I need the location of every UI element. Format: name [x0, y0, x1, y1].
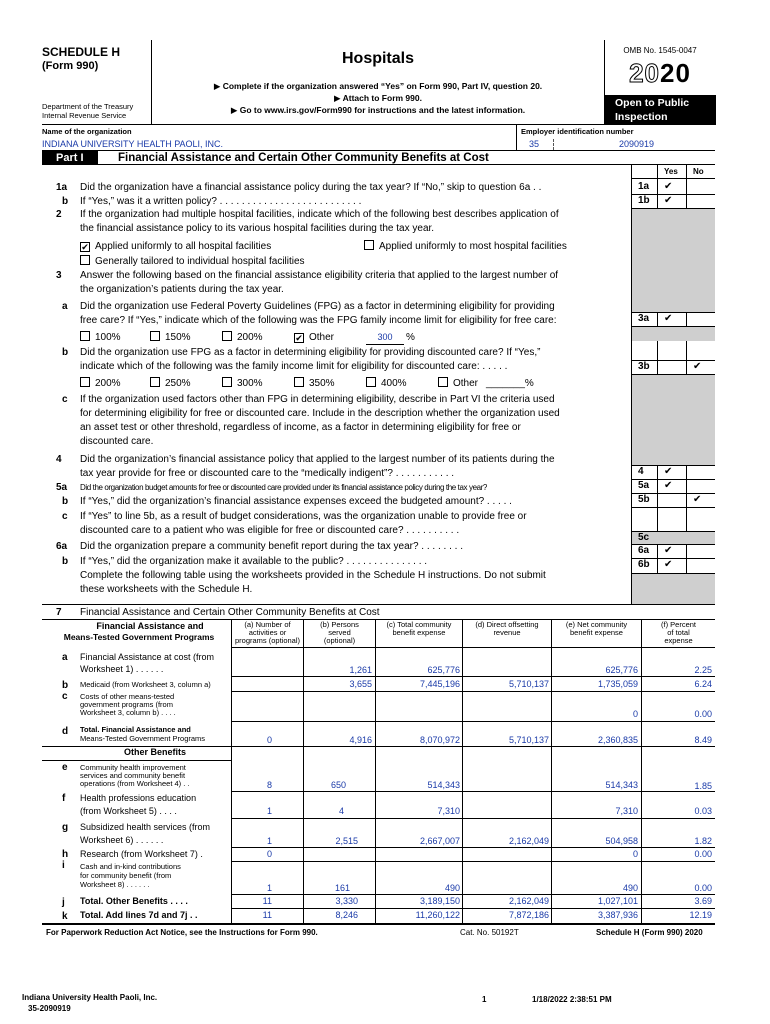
- form-title: Hospitals: [341, 50, 414, 67]
- tax-year: [605, 59, 715, 87]
- row-i-key: i: [62, 860, 65, 871]
- year-outline: 20: [629, 58, 660, 88]
- q5c-number: c: [62, 511, 68, 522]
- q2-text-2: the financial assistance policy to its various hospital facilities during the tax year.: [80, 223, 435, 234]
- shade-7: [632, 573, 715, 605]
- q1a-text: Did the organization have a financial assistance policy during the tax year? If “No,” skip to question 6a . .: [80, 182, 542, 193]
- q3c-text-1: If the organization used factors other than FPG in determining eligibility, describe in Part VI the criteria used: [80, 394, 555, 405]
- disc-350-label: 350%: [309, 378, 335, 389]
- disc-other-label: Other: [453, 378, 479, 389]
- row-f-f[interactable]: 0.03: [694, 806, 712, 816]
- paperwork-notice: For Paperwork Reduction Act Notice, see the Instructions for Form 990.: [46, 928, 318, 937]
- fpg-other[interactable]: [294, 331, 334, 344]
- fpg-other-value[interactable]: 300: [366, 331, 404, 345]
- q3a-text-1: Did the organization use Federal Poverty Guidelines (FPG) as a factor in determining eligibility for providing: [80, 301, 555, 312]
- shade-q2-q3: [632, 208, 715, 312]
- row-e-c[interactable]: 514,343: [427, 780, 460, 790]
- row-d-label-1: Total. Financial Assistance and: [80, 725, 191, 734]
- q4-text-2: tax year provide for free or discounted care to the “medically indigent”? . . . . . . . . . . .: [80, 468, 455, 479]
- row-j-label-1: [80, 896, 188, 906]
- disc-200[interactable]: [80, 377, 121, 390]
- row-i-c[interactable]: 490: [444, 883, 460, 893]
- table-7: [42, 605, 715, 949]
- row-g-label-2: Worksheet 6) . . . . . .: [80, 835, 164, 845]
- row-h-key: h: [62, 849, 69, 860]
- rule-6b: [631, 573, 715, 574]
- row-e-f[interactable]: 1.85: [694, 781, 712, 791]
- row-h-a[interactable]: 0: [266, 849, 272, 859]
- q1b-number: b: [62, 196, 69, 207]
- header-rule: [631, 178, 715, 179]
- ein-block: [516, 125, 715, 151]
- q6b-text-2: Complete the following table using the worksheets provided in the Schedule H instructions. Do not submit: [80, 570, 546, 581]
- q4-text-1: Did the organization’s financial assistance policy that applied to the largest number of its patients during the: [80, 454, 555, 465]
- q2-option-3[interactable]: [80, 255, 305, 268]
- q2-opt1-label: Applied uniformly to all hospital facilities: [95, 241, 272, 252]
- disc-400[interactable]: [366, 377, 407, 390]
- row-e-a[interactable]: 8: [266, 780, 272, 790]
- row-d-key: d: [62, 726, 69, 737]
- rule-row-h: [231, 861, 715, 862]
- footer-timestamp: 1/18/2022 2:38:51 PM: [532, 995, 612, 1004]
- q6a-number: 6a: [56, 541, 68, 552]
- col-d-h2: revenue: [493, 628, 521, 637]
- fpg-other-label: Other: [309, 332, 335, 343]
- row-b-label-1: Medicaid (from Worksheet 3, column a): [80, 680, 211, 689]
- col-c-h2: benefit expense: [392, 628, 446, 637]
- disc-400-checkbox[interactable]: [366, 377, 376, 387]
- instruction-line-2: ▶ Attach to Form 990.: [334, 93, 422, 103]
- row-k-key: k: [62, 911, 68, 922]
- ans-label-3b: 3b: [638, 361, 650, 372]
- row-e-b[interactable]: 650: [330, 780, 346, 790]
- q6b-number: b: [62, 556, 69, 567]
- open-public-line-2: Inspection: [615, 111, 668, 123]
- ans-label-1b: 1b: [638, 195, 650, 206]
- instruction-line-3: ▶ Go to www.irs.gov/Form990 for instructions and the latest information.: [230, 105, 526, 115]
- q1b-text: If “Yes,” was it a written policy? . . . . . . . . . . . . . . . . . . . . . . . . . .: [80, 196, 362, 207]
- row-a-c[interactable]: 625,776: [427, 665, 460, 675]
- rule-headers: [231, 647, 715, 648]
- col-e-h2: benefit expense: [570, 628, 623, 637]
- col-f-h1: (f) Percent: [660, 620, 696, 629]
- disc-250[interactable]: [150, 377, 191, 390]
- row-d-a[interactable]: 0: [266, 735, 272, 745]
- rule-5b: [631, 507, 715, 508]
- rule-row-a: [231, 676, 715, 677]
- fpg-pct: %: [406, 332, 415, 343]
- row-e-label-2: services and community benefit: [80, 771, 186, 780]
- q3c-text-3: an asset test or other threshold, regardless of income, as a factor in determining eligibility for free or: [80, 422, 521, 433]
- q3c-number: c: [62, 394, 68, 405]
- row-d-label-2: Means-Tested Government Programs: [80, 734, 206, 743]
- row-f-label-1: Health professions education: [80, 793, 197, 803]
- col-a-h1: (a) Number of: [244, 620, 291, 629]
- disc-300-label: 300%: [237, 378, 263, 389]
- org-name-label: Name of the organization: [42, 127, 132, 136]
- rule-row-j: [231, 908, 715, 909]
- q3b-text-1: Did the organization use FPG as a factor in determining eligibility for providing discounted care? If “Yes,”: [80, 347, 541, 358]
- col-d-header: [463, 621, 551, 637]
- q7-title: Financial Assistance and Certain Other Community Benefits at Cost: [80, 607, 380, 618]
- row-g-f[interactable]: 1.82: [694, 836, 712, 846]
- disc-other-pct[interactable]: _______%: [486, 378, 534, 389]
- row-c-e[interactable]: 0: [632, 709, 638, 719]
- rule-row-e: [231, 791, 715, 792]
- q3b-number: b: [62, 347, 69, 358]
- rule-3a: [631, 326, 715, 327]
- row-j-f[interactable]: 3.69: [694, 896, 712, 906]
- row-b-e[interactable]: 1,735,059: [597, 679, 638, 689]
- row-k-e[interactable]: 3,387,936: [597, 910, 638, 920]
- other-benefits-heading: Other Benefits: [123, 747, 186, 757]
- row-d-f[interactable]: 8.49: [694, 735, 712, 745]
- row-j-d[interactable]: 2,162,049: [508, 896, 549, 906]
- row-g-a[interactable]: 1: [266, 836, 272, 846]
- disc-350-checkbox[interactable]: [294, 377, 304, 387]
- cat-number: Cat. No. 50192T: [460, 928, 519, 937]
- organization-row: [42, 125, 715, 151]
- col-a-header: [232, 621, 303, 645]
- ans-label-5b: 5b: [638, 494, 650, 505]
- row-h-label-1: Research (from Worksheet 7) .: [80, 849, 203, 859]
- q5a-text: Did the organization budget amounts for free or discounted care provided under its financial assistance policy during the tax year?: [80, 483, 487, 492]
- rule-3b: [631, 374, 715, 375]
- row-b-d[interactable]: 5,710,137: [508, 679, 549, 689]
- row-a-key: a: [62, 652, 68, 663]
- disc-350[interactable]: [294, 377, 335, 390]
- fpg-150-checkbox[interactable]: [150, 331, 160, 341]
- questions-area: [42, 165, 715, 605]
- q3a-text-2: free care? If “Yes,” indicate which of the following was the FPG family income limit for eligibility for free care:: [80, 315, 557, 326]
- row-d-c[interactable]: 8,070,972: [419, 735, 460, 745]
- row-a-b[interactable]: 1,261: [349, 665, 372, 675]
- row-b-key: b: [62, 680, 69, 691]
- row-f-label-2: (from Worksheet 5) . . . .: [80, 806, 177, 816]
- row-g-b[interactable]: 2,515: [335, 836, 358, 846]
- row-e-label-1: Community health improvement: [80, 763, 186, 772]
- row-f-key: f: [62, 793, 66, 804]
- fpg-150-label: 150%: [165, 332, 191, 343]
- check-1a-yes[interactable]: ✔: [664, 181, 673, 192]
- row-f-b[interactable]: 4: [338, 806, 344, 816]
- col-f-header: [642, 621, 715, 645]
- row-i-b[interactable]: 161: [334, 883, 350, 893]
- row-d-e[interactable]: 2,360,835: [597, 735, 638, 745]
- col-e-header: [552, 621, 641, 637]
- row-g-d[interactable]: 2,162,049: [508, 836, 549, 846]
- disc-other[interactable]: [438, 377, 478, 390]
- row-e-label-3: operations (from Worksheet 4) . .: [80, 779, 190, 788]
- open-to-public-badge: [605, 95, 716, 125]
- check-4-yes[interactable]: ✔: [664, 466, 673, 477]
- q3a-number: a: [62, 301, 68, 312]
- row-h-f[interactable]: 0.00: [694, 849, 712, 859]
- instruction-line-1: ▶ Complete if the organization answered “Yes” on Form 990, Part IV, question 20.: [213, 81, 543, 91]
- row-i-label-1: Cash and in-kind contributions: [80, 862, 181, 871]
- row-i-f[interactable]: 0.00: [694, 883, 712, 893]
- ans-label-6b: 6b: [638, 559, 650, 570]
- rule-row-i: [231, 894, 715, 895]
- org-name-value[interactable]: INDIANA UNIVERSITY HEALTH PAOLI, INC.: [42, 139, 224, 149]
- check-6b-yes[interactable]: ✔: [664, 559, 673, 570]
- disc-300-checkbox[interactable]: [222, 377, 232, 387]
- q3-text-1: Answer the following based on the financial assistance eligibility criteria that applied to the largest number of: [80, 270, 559, 281]
- q2-opt2-label: Applied uniformly to most hospital facilities: [379, 241, 567, 252]
- col-f-h2: of total: [667, 628, 690, 637]
- row-a-f[interactable]: 2.25: [694, 665, 712, 675]
- form-title-block: [154, 40, 602, 125]
- form-number: (Form 990): [42, 60, 99, 72]
- row-j-key: j: [62, 897, 65, 908]
- q2-number: 2: [56, 209, 62, 220]
- q3b-text-2: indicate which of the following was the family income limit for eligibility for discounted care: . . . . .: [80, 361, 508, 372]
- q2-option-2[interactable]: [364, 240, 567, 253]
- col-c-header: [376, 621, 462, 637]
- row-c-f[interactable]: 0.00: [694, 709, 712, 719]
- row-k-a[interactable]: 11: [262, 910, 272, 920]
- department-label: [42, 102, 133, 120]
- row-j-e[interactable]: 1,027,101: [597, 896, 638, 906]
- q2-text-1: If the organization had multiple hospital facilities, indicate which of the following best describes application of: [80, 209, 559, 220]
- col-a-h2: activities or: [248, 628, 287, 637]
- q3c-text-2: for determining eligibility for free or discounted care. Include in the description whether the organization used: [80, 408, 560, 419]
- row-b-f[interactable]: 6.24: [694, 679, 712, 689]
- col-d-h1: (d) Direct offsetting: [475, 620, 539, 629]
- omb-block: [604, 40, 715, 125]
- shade-3c-4: [632, 374, 715, 465]
- row-b-c[interactable]: 7,445,196: [419, 679, 460, 689]
- q6b-text-3: these worksheets with the Schedule H.: [80, 584, 253, 595]
- q4-number: 4: [56, 454, 62, 465]
- q3-text-2: the organization’s patients during the tax year.: [80, 284, 284, 295]
- fpg-100[interactable]: [80, 331, 121, 344]
- form-header: [42, 40, 715, 125]
- left-header-2: Means-Tested Government Programs: [63, 632, 215, 642]
- rule-row-f: [231, 818, 715, 819]
- schedule-footer: Schedule H (Form 990) 2020: [596, 928, 703, 937]
- open-public-line-1: Open to Public: [615, 97, 690, 109]
- row-g-label-1: Subsidized health services (from: [80, 822, 211, 832]
- shade-3a-b: [632, 326, 715, 341]
- q5c-text-1: If “Yes” to line 5b, as a result of budget considerations, was the organization unable to provide free or: [80, 511, 527, 522]
- row-c-label-3: Worksheet 3, column b) . . . .: [80, 708, 176, 717]
- row-e-e[interactable]: 514,343: [605, 780, 638, 790]
- row-a-e[interactable]: 625,776: [605, 665, 638, 675]
- row-f-e[interactable]: 7,310: [615, 806, 638, 816]
- q7-number: 7: [56, 607, 62, 618]
- q3c-text-4: discounted care.: [80, 436, 154, 447]
- q2-opt2-checkbox[interactable]: [364, 240, 374, 250]
- disc-300[interactable]: [222, 377, 263, 390]
- ein-divider: [553, 139, 554, 150]
- footer-ein: 35-2090919: [28, 1004, 71, 1013]
- ans-label-5a: 5a: [638, 480, 650, 491]
- disc-250-label: 250%: [165, 378, 191, 389]
- row-f-c[interactable]: 7,310: [437, 806, 460, 816]
- year-bold: 20: [660, 58, 691, 88]
- col-f-h3: expense: [664, 636, 693, 645]
- fpg-100-checkbox[interactable]: [80, 331, 90, 341]
- row-i-a[interactable]: 1: [266, 883, 272, 893]
- fpg-200-checkbox[interactable]: [222, 331, 232, 341]
- col-e-h1: (e) Net community: [565, 620, 628, 629]
- check-1b-yes[interactable]: ✔: [664, 195, 673, 206]
- schedule-h-page: [42, 40, 715, 949]
- row-a-label-2: Worksheet 1) . . . . . .: [80, 664, 164, 674]
- ein-suffix[interactable]: 2090919: [619, 139, 655, 149]
- rule-other-heading: [42, 760, 231, 761]
- col-c-h1: (c) Total community: [386, 620, 452, 629]
- fpg-other-checkbox[interactable]: ✔: [295, 333, 303, 343]
- row-j-c[interactable]: 3,189,150: [419, 896, 460, 906]
- ans-label-4: 4: [638, 466, 644, 477]
- form-id-block: [42, 40, 152, 125]
- q2-option-1[interactable]: [80, 240, 271, 253]
- row-j-a[interactable]: 11: [262, 896, 272, 906]
- row-g-c[interactable]: 2,667,007: [419, 836, 460, 846]
- col-b-h3: (optional): [323, 636, 356, 645]
- yes-header: Yes: [664, 167, 678, 176]
- rule-table-bottom: [42, 923, 715, 925]
- ans-label-5c: 5c: [638, 532, 650, 543]
- ans-label-1a: 1a: [638, 181, 650, 192]
- row-a-label-1: Financial Assistance at cost (from: [80, 652, 215, 662]
- col-a-divider: [231, 619, 232, 923]
- rule-row-c: [231, 721, 715, 722]
- row-i-label-2: for community benefit (from: [80, 871, 172, 880]
- col-b-h2: served: [328, 628, 351, 637]
- row-k-c[interactable]: 11,260,122: [415, 910, 460, 920]
- rule-1b: [631, 208, 715, 209]
- left-header-1: Financial Assistance and: [96, 621, 204, 631]
- row-c-label-1: Costs of other means-tested: [80, 692, 175, 701]
- col-d-divider: [462, 619, 463, 923]
- row-j-label-bold: Total. Other Benefits . . . .: [80, 896, 188, 906]
- q5b-text: If “Yes,” did the organization’s financial assistance expenses exceed the budgeted amount? . . . . .: [80, 496, 512, 507]
- row-k-label-1: Total. Add lines 7d and 7j . .: [80, 910, 198, 920]
- q5b-number: b: [62, 496, 69, 507]
- no-header: No: [693, 167, 704, 176]
- check-3b-no[interactable]: ✔: [693, 361, 702, 372]
- footer-org: Indiana University Health Paoli, Inc.: [22, 993, 158, 1002]
- q3-number: 3: [56, 270, 62, 281]
- q6b-text-1: If “Yes,” did the organization make it available to the public? . . . . . . . . . . . . . . .: [80, 556, 428, 567]
- row-j-b[interactable]: 3,330: [335, 896, 358, 906]
- q6a-text: Did the organization prepare a community benefit report during the tax year? . . . . . . . .: [80, 541, 463, 552]
- dept-line-2: Internal Revenue Service: [42, 111, 127, 120]
- row-g-e[interactable]: 504,958: [605, 836, 638, 846]
- check-6a-yes[interactable]: ✔: [664, 545, 673, 556]
- q2-opt1-checkbox[interactable]: ✔: [81, 242, 89, 252]
- q2-opt3-label: Generally tailored to individual hospital facilities: [95, 256, 305, 267]
- part-heading: [42, 151, 715, 165]
- disc-200-checkbox[interactable]: [80, 377, 90, 387]
- disc-200-label: 200%: [95, 378, 121, 389]
- row-d-d[interactable]: 5,710,137: [508, 735, 549, 745]
- row-b-b[interactable]: 3,655: [349, 679, 372, 689]
- row-i-label-3: Worksheet 8) . . . . . .: [80, 880, 150, 889]
- part-tag: Part I: [42, 151, 98, 165]
- ein-prefix[interactable]: 35: [529, 139, 540, 149]
- disc-250-checkbox[interactable]: [150, 377, 160, 387]
- fpg-200[interactable]: [222, 331, 263, 344]
- fpg-100-label: 100%: [95, 332, 121, 343]
- fpg-200-label: 200%: [237, 332, 263, 343]
- row-d-b[interactable]: 4,916: [349, 735, 372, 745]
- check-3a-yes[interactable]: ✔: [664, 313, 673, 324]
- disc-other-checkbox[interactable]: [438, 377, 448, 387]
- ans-label-3a: 3a: [638, 313, 650, 324]
- col-b-h1: (b) Persons: [320, 620, 359, 629]
- row-k-f[interactable]: 12.19: [689, 910, 712, 920]
- omb-number: OMB No. 1545-0047: [623, 46, 697, 55]
- row-h-e[interactable]: 0: [632, 849, 638, 859]
- ein-label: Employer identification number: [521, 127, 634, 136]
- q5a-number: 5a: [56, 482, 68, 493]
- col-a-h3: programs (optional): [234, 636, 301, 645]
- row-c-label-2: government programs (from: [80, 700, 173, 709]
- ans-label-6a: 6a: [638, 545, 650, 556]
- row-g-key: g: [62, 822, 69, 833]
- rule-row-g: [231, 847, 715, 848]
- row-k-b[interactable]: 8,246: [335, 910, 358, 920]
- part-title: Financial Assistance and Certain Other Community Benefits at Cost: [118, 152, 489, 164]
- check-5b-no[interactable]: ✔: [693, 494, 702, 505]
- row-k-d[interactable]: 7,872,186: [508, 910, 549, 920]
- row-e-key: e: [62, 762, 68, 773]
- dept-line-1: Department of the Treasury: [42, 102, 134, 111]
- row-f-a[interactable]: 1: [266, 806, 272, 816]
- q2-opt3-checkbox[interactable]: [80, 255, 90, 265]
- col-b-header: [304, 621, 375, 645]
- q1a-number: 1a: [56, 182, 68, 193]
- fpg-150[interactable]: [150, 331, 191, 344]
- check-5a-yes[interactable]: ✔: [664, 480, 673, 491]
- row-i-e[interactable]: 490: [622, 883, 638, 893]
- footer-page: 1: [482, 995, 487, 1004]
- disc-400-label: 400%: [381, 378, 407, 389]
- row-c-key: c: [62, 691, 68, 702]
- q5c-text-2: discounted care to a patient who was eligible for free or discounted care? . . . . . . . . . .: [80, 525, 460, 536]
- rule-row-b: [231, 691, 715, 692]
- schedule-label: SCHEDULE H: [42, 45, 121, 59]
